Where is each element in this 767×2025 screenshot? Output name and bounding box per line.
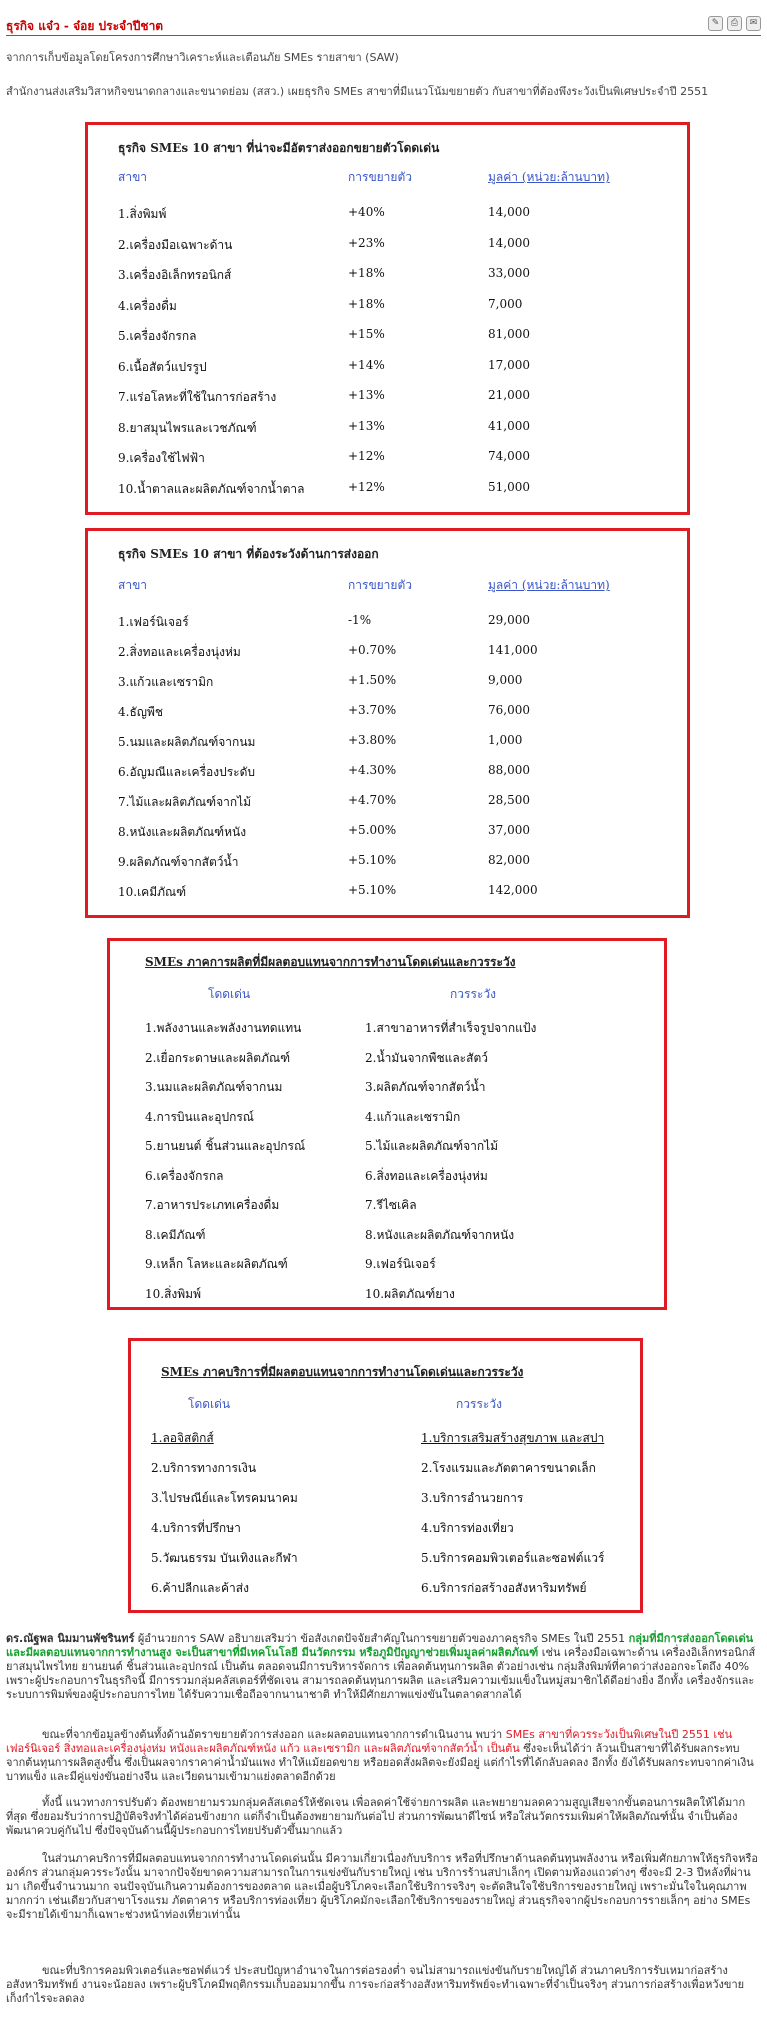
table-cell: 1.ลอจิสติกส์: [151, 1431, 214, 1445]
table-cell: +5.10%: [348, 853, 397, 867]
table-cell: +4.30%: [348, 763, 397, 777]
table-cell: +40%: [348, 205, 385, 219]
table-row: [88, 266, 687, 288]
table-row: [110, 1137, 664, 1159]
table-cell: 37,000: [488, 823, 530, 837]
paragraph-3: ทั้งนี้ แนวทางการปรับตัว ต้องพยายามรวมกลุ่มคลัสเตอร์ให้ชัดเจน เพื่อลดค่าใช้จ่ายการผลิต และพยายามลดความสูญเสียจากขั้นตอนการผลิตให้ได้มากที่สุด ซึ่งยอมรับว่าการปฏิบัติจริงทำได้ค่อนข้างยาก แต่ก็จำเป็นต้องพยายามกันต่อไป ส่วนการพัฒนาดีไซน์ หรือใส่นวัตกรรมเพิ่มค่าให้ผลิตภัณฑ์นั้น จำเป็นต้องพัฒนาควบคู่กันไป ซึ่งปัจจุบันด้านนี้ผู้ประกอบการไทยปรับตัวขึ้นมากแล้ว: [6, 1796, 746, 1837]
table-row: [88, 823, 687, 845]
col-header-sector: สาขา: [118, 170, 148, 184]
table-title: SMEs ภาคการผลิตที่มีผลตอบแทนจากการทำงานโดดเด่นและกวรระวัง: [145, 955, 516, 969]
table-row: [131, 1519, 640, 1541]
table-cell: 4.ธัญพืช: [118, 705, 164, 719]
table-row: [110, 1108, 664, 1130]
table-row: [131, 1489, 640, 1511]
table-cell: 6.เนื้อสัตว์แปรรูป: [118, 359, 207, 374]
table-cell: 6.สิ่งทอและเครื่องนุ่งห่ม: [365, 1168, 488, 1183]
table-cell: +5.10%: [348, 883, 397, 897]
paragraph-text: ขณะที่จากข้อมูลข้างต้นทั้งด้านอัตราขยายตัวการส่งออก และผลตอบแทนจากการดำเนินงาน พบว่า: [42, 1728, 506, 1741]
table-cell: 3.นมและผลิตภัณฑ์จากนม: [145, 1080, 283, 1094]
table-cell: 76,000: [488, 703, 530, 717]
table-cell: 3.แก้วและเซรามิก: [118, 675, 214, 689]
table-cell: 9.เฟอร์นิเจอร์: [365, 1257, 436, 1271]
table-cell: 4.บริการท่องเที่ยว: [421, 1521, 514, 1535]
table-row: [88, 733, 687, 755]
table-title: SMEs ภาคบริการที่มีผลตอบแทนจากการทำงานโดดเด่นและกวรระวัง: [161, 1365, 524, 1379]
table-row: [88, 673, 687, 695]
table-row: [131, 1459, 640, 1481]
table-cell: 7.รีไซเคิล: [365, 1198, 417, 1212]
email-icon[interactable]: ✉: [746, 16, 761, 31]
table-cell: 6.เครื่องจักรกล: [145, 1168, 224, 1183]
table-cell: 142,000: [488, 883, 538, 897]
table-row: [88, 883, 687, 905]
table-cell: 2.โรงแรมและภัตตาคารขนาดเล็ก: [421, 1461, 596, 1475]
table-export-caution: [85, 528, 690, 918]
table-row: [88, 327, 687, 349]
table-cell: 3.บริการอำนวยการ: [421, 1491, 524, 1505]
table-cell: +1.50%: [348, 673, 397, 687]
table-cell: +13%: [348, 388, 385, 402]
table-export-growth: [85, 122, 690, 515]
article-header: [6, 14, 761, 36]
table-cell: 14,000: [488, 205, 530, 219]
table-cell: 8.หนังและผลิตภัณฑ์จากหนัง: [365, 1227, 515, 1242]
table-cell: +12%: [348, 479, 385, 494]
table-cell: 7.อาหารประเภทเครื่องดื่ม: [145, 1198, 280, 1212]
table-cell: 29,000: [488, 613, 530, 627]
table-cell: 9.เหล็ก โลหะและผลิตภัณฑ์: [145, 1257, 288, 1271]
table-cell: 7,000: [488, 296, 523, 311]
table-cell: +23%: [348, 235, 385, 250]
table-cell: 1.เฟอร์นิเจอร์: [118, 615, 189, 629]
article-tools: [708, 16, 761, 31]
intro-line-2: สำนักงานส่งเสริมวิสาหกิจขนาดกลางและขนาดย่อม (สสว.) เผยธุรกิจ SMEs สาขาที่มีแนวโน้มขยายตัว กับสาขาที่ต้องพึงระวังเป็นพิเศษประจำปี 2551: [6, 85, 709, 98]
table-row: [88, 297, 687, 319]
table-cell: 4.เครื่องดื่ม: [118, 298, 177, 313]
table-cell: +12%: [348, 449, 385, 463]
table-row: [110, 1019, 664, 1041]
col-header-caution: กวรระวัง: [456, 1397, 502, 1411]
col-header-outstanding: โดดเด่น: [188, 1397, 231, 1411]
table-cell: 5.ไม้และผลิตภัณฑ์จากไม้: [365, 1139, 499, 1153]
table-cell: 7.ไม้และผลิตภัณฑ์จากไม้: [118, 795, 252, 809]
table-row: [88, 388, 687, 410]
table-cell: -1%: [348, 613, 372, 627]
table-cell: +15%: [348, 327, 385, 341]
paragraph-text: ผู้อำนวยการ SAW อธิบายเสริมว่า ข้อสังเกตปัจจัยสำคัญในการขยายตัวของภาคธุรกิจ SMEs ในปี 2551: [134, 1632, 629, 1645]
table-cell: 2.บริการทางการเงิน: [151, 1461, 257, 1475]
table-row: [88, 643, 687, 665]
table-cell: 7.แร่อโลหะที่ใช้ในการก่อสร้าง: [118, 390, 277, 404]
table-cell: 10.สิ่งพิมพ์: [145, 1286, 201, 1301]
table-row: [88, 358, 687, 380]
table-cell: 82,000: [488, 853, 530, 867]
table-title: ธุรกิจ SMEs 10 สาขา ที่ต้องระวังด้านการส่งออก: [118, 547, 379, 561]
table-row: [110, 1255, 664, 1277]
table-cell: 2.น้ำมันจากพืชและสัตว์: [365, 1050, 488, 1065]
paragraph-2: [6, 1728, 758, 1784]
table-row: [88, 449, 687, 471]
highlight-text: กลุ่มที่มีการส่งออกโดดเด่น และมีผลตอบแทนจากการทำงานสูง จะเป็นสาขาที่มีเทคโนโลยี มีนวัตกรรม หรือภูมิปัญญาช่วยเพิ่มมูลค่าผลิตภัณฑ์: [6, 1632, 754, 1659]
table-cell: 10.ผลิตภัณฑ์ยาง: [365, 1286, 455, 1301]
table-row: [110, 1285, 664, 1307]
table-cell: +4.70%: [348, 793, 397, 807]
paragraph-text: เช่น เครื่องมือเฉพาะด้าน เครื่องอิเล็กทรอนิกส์ ยาสมุนไพรไทย ยานยนต์ ชิ้นส่วนและอุปกรณ์ เป็นต้น ตลอดจนมีการบริหารจัดการ เพื่อลดต้นทุนการผลิต ตัวอย่างเช่น กลุ่มสิ่งพิมพ์ที่คาดว่าส่งออกจะโตถึง 40% เพราะผู้ประกอบการในธุรกิจนี้ มีการรวมกลุ่มคลัสเตอร์ที่ชัดเจน สามารถลดต้นทุนการผลิต และเสริมความเข้มแข็งในหมู่สมาชิกได้ดีอย่างยิ่ง อีกทั้ง เครื่องจักรและระบบการพิมพ์ของผู้ประกอบการไทย ได้รับความเชื่อถือจากนานาชาติ ทำให้มีศักยภาพแข่งขันในตลาดสากลได้: [6, 1646, 756, 1701]
table-cell: 6.บริการก่อสร้างอสังหาริมทรัพย์: [421, 1581, 587, 1595]
table-cell: 74,000: [488, 449, 530, 463]
table-cell: 4.แก้วและเซรามิก: [365, 1109, 461, 1124]
table-cell: 2.สิ่งทอและเครื่องนุ่งห่ม: [118, 645, 241, 659]
paragraph-text: ซึ่งจะเห็นได้ว่า ล้วนเป็นสาขาที่ได้รับผลกระทบจากต้นทุนการผลิตสูงขึ้น ซึ่งเป็นผลจากราคาค่าน้ำมันแพง ทำให้แม้ยอดขาย หรือยอดสั่งผลิตจะยังมีอยู่ แต่กำไรที่ได้กลับลดลง อีกทั้ง ยังได้รับผลกระทบจากค่าเงินบาทแข็ง และมีคู่แข่งขันอย่างจีน และเวียดนามเข้ามาแย่งตลาดอีกด้วย: [6, 1742, 754, 1783]
table-cell: +3.70%: [348, 703, 397, 717]
table-title: ธุรกิจ SMEs 10 สาขา ที่น่าจะมีอัตราส่งออกขยายตัวโดดเด่น: [118, 141, 440, 155]
table-cell: 1.สาขาอาหารที่สำเร็จรูปจากแป้ง: [365, 1021, 537, 1035]
table-cell: 8.เคมีภัณฑ์: [145, 1227, 206, 1242]
table-cell: +18%: [348, 266, 385, 280]
table-cell: 8.ยาสมุนไพรและเวชภัณฑ์: [118, 420, 257, 435]
table-cell: 33,000: [488, 266, 530, 280]
person-name: ดร.ณัฐพล นิมมานพัชรินทร์: [6, 1632, 135, 1645]
table-row: [131, 1579, 640, 1601]
table-cell: 10.น้ำตาลและผลิตภัณฑ์จากน้ำตาล: [118, 481, 305, 496]
table-cell: 5.ยานยนต์ ชิ้นส่วนและอุปกรณ์: [145, 1139, 306, 1153]
table-cell: 1.สิ่งพิมพ์: [118, 207, 167, 221]
table-cell: 5.วัฒนธรรม บันเทิงและกีฬา: [151, 1551, 298, 1565]
table-cell: 1.พลังงานและพลังงานทดแทน: [145, 1021, 302, 1035]
table-row: [88, 703, 687, 725]
table-cell: 1.บริการเสริมสร้างสุขภาพ และสปา: [421, 1431, 605, 1445]
table-cell: 5.บริการคอมพิวเตอร์และซอฟต์แวร์: [421, 1551, 605, 1565]
table-cell: +13%: [348, 418, 385, 433]
table-row: [88, 793, 687, 815]
table-cell: +14%: [348, 357, 385, 372]
table-cell: +18%: [348, 296, 385, 311]
table-row: [88, 763, 687, 785]
table-cell: 88,000: [488, 763, 530, 777]
highlight-text: SMEs สาขาที่ควรระวังเป็นพิเศษในปี 2551 เช่น เฟอร์นิเจอร์ สิ่งทอและเครื่องนุ่งห่ม หนังและผลิตภัณฑ์หนัง แก้ว และเซรามิก และผลิตภัณฑ์จากสัตว์น้ำ เป็นต้น: [6, 1728, 733, 1755]
col-header-value: มูลค่า (หน่วย:ล้านบาท): [488, 170, 610, 184]
table-cell: 9,000: [488, 673, 523, 687]
table-row: [110, 1167, 664, 1189]
table-cell: 3.เครื่องอิเล็กทรอนิกส์: [118, 268, 232, 282]
table-cell: 3.ผลิตภัณฑ์จากสัตว์น้ำ: [365, 1080, 486, 1094]
table-row: [110, 1049, 664, 1071]
table-row: [88, 205, 687, 227]
table-row: [88, 480, 687, 502]
table-cell: 4.บริการที่ปรึกษา: [151, 1521, 241, 1535]
table-row: [110, 1078, 664, 1100]
intro-line-1: จากการเก็บข้อมูลโดยโครงการศึกษาวิเคราะห์และเตือนภัย SMEs รายสาขา (SAW): [6, 51, 399, 64]
table-cell: 9.ผลิตภัณฑ์จากสัตว์น้ำ: [118, 855, 239, 869]
table-row: [88, 613, 687, 635]
col-header-sector: สาขา: [118, 578, 148, 592]
table-cell: 2.เครื่องมือเฉพาะด้าน: [118, 237, 233, 252]
table-cell: 41,000: [488, 418, 530, 433]
pdf-icon[interactable]: ✎: [708, 16, 723, 31]
table-cell: 51,000: [488, 479, 530, 494]
paragraph-5: ขณะที่บริการคอมพิวเตอร์และซอฟต์แวร์ ประสบปัญหาอำนาจในการต่อรองต่ำ จนไม่สามารถแข่งขันกับรายใหญ่ได้ ส่วนภาคบริการรับเหมาก่อสร้างอสังหาริมทรัพย์ งานจะน้อยลง เพราะผู้บริโภคมีพฤติกรรมเก็บออมมากขึ้น การจะก่อสร้างอสังหาริมทรัพย์จะทำเฉพาะที่จำเป็นจริงๆ ส่วนการก่อสร้างเพื่อหวังขายเก็งกำไรจะลดลง: [6, 1964, 745, 2005]
article-title: ธุรกิจ แจ๋ว - จ๋อย ประจำปีชาต: [6, 19, 164, 33]
col-header-value: มูลค่า (หน่วย:ล้านบาท): [488, 578, 610, 592]
table-cell: 6.ค้าปลีกและค้าส่ง: [151, 1581, 249, 1595]
table-cell: +0.70%: [348, 643, 397, 657]
col-header-growth: การขยายตัว: [348, 170, 412, 184]
table-row: [110, 1196, 664, 1218]
table-cell: 2.เยื่อกระดาษและผลิตภัณฑ์: [145, 1050, 291, 1065]
table-row: [88, 419, 687, 441]
col-header-caution: กวรระวัง: [450, 987, 496, 1001]
table-cell: 14,000: [488, 235, 530, 250]
table-cell: 5.นมและผลิตภัณฑ์จากนม: [118, 735, 256, 749]
paragraph-4: ในส่วนภาคบริการที่มีผลตอบแทนจากการทำงานโดดเด่นนั้น มีความเกี่ยวเนื่องกับบริการ หรือที่ปรึกษาด้านลดต้นทุนพลังงาน หรือเพิ่มศักยภาพให้ธุรกิจหรือองค์กร ส่วนกลุ่มควรระวังนั้น มาจากปัจจัยขาดความสามารถในการแข่งขันกับรายใหญ่ เช่น บริการร้านสปาเล็กๆ เปิดตามห้องแถวต่างๆ ซึ่งจะมี 2-3 ปีหลังที่ผ่านมา เกิดขึ้นจำนวนมาก จนปัจจุบันเกินความต้องการของตลาด และเมื่อผู้บริโภคจะเลือกใช้บริการจริงๆ จะตัดสินใจใช้บริการของรายใหญ่ เพราะมั่นใจในคุณภาพมากกว่า เช่นเดียวกับสาขาโรงแรม ภัตตาคาร หรือบริการท่องเที่ยว ผู้บริโภคมักจะเลือกใช้บริการของรายใหญ่ ส่วนธุรกิจจากผู้ประกอบการรายเล็กๆ อย่าง SMEs จะมีรายได้เข้ามาก็เฉพาะช่วงหน้าท่องเที่ยวเท่านั้น: [6, 1852, 758, 1921]
table-cell: +5.00%: [348, 823, 397, 837]
table-services: [128, 1338, 643, 1613]
table-cell: 21,000: [488, 388, 530, 402]
table-cell: +3.80%: [348, 733, 397, 747]
table-row: [88, 236, 687, 258]
table-cell: 141,000: [488, 643, 538, 657]
table-cell: 8.หนังและผลิตภัณฑ์หนัง: [118, 825, 247, 839]
print-icon[interactable]: ⎙: [727, 16, 742, 31]
table-cell: 81,000: [488, 327, 530, 341]
table-cell: 9.เครื่องใช้ไฟฟ้า: [118, 451, 205, 465]
table-row: [131, 1429, 640, 1451]
table-cell: 10.เคมีภัณฑ์: [118, 885, 187, 899]
table-row: [88, 853, 687, 875]
table-cell: 3.ไปรษณีย์และโทรคมนาคม: [151, 1491, 298, 1505]
table-cell: 6.อัญมณีและเครื่องประดับ: [118, 765, 256, 779]
table-cell: 4.การบินและอุปกรณ์: [145, 1109, 254, 1124]
table-row: [131, 1549, 640, 1571]
table-cell: 5.เครื่องจักรกล: [118, 329, 197, 343]
table-cell: 28,500: [488, 793, 530, 807]
table-cell: 17,000: [488, 357, 530, 372]
table-cell: 1,000: [488, 733, 523, 747]
paragraph-1: [6, 1632, 758, 1702]
table-manufacturing: [107, 938, 667, 1310]
col-header-outstanding: โดดเด่น: [208, 987, 251, 1001]
col-header-growth: การขยายตัว: [348, 578, 412, 592]
table-row: [110, 1226, 664, 1248]
